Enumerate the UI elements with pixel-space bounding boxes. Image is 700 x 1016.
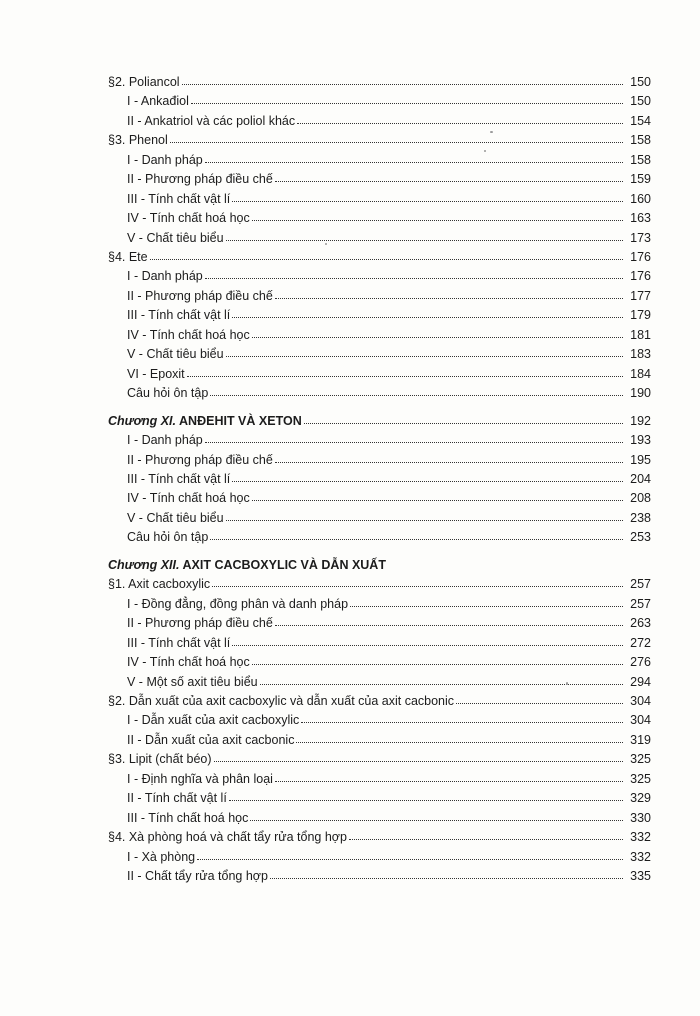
dot-leader xyxy=(214,750,623,762)
scan-speck xyxy=(484,150,486,152)
page-number: 179 xyxy=(630,308,651,322)
chapter-title xyxy=(108,557,386,573)
dot-leader xyxy=(232,634,623,646)
dot-leader xyxy=(212,575,623,587)
subsection-entry xyxy=(127,307,651,323)
dot-leader xyxy=(275,614,623,626)
page-number: 183 xyxy=(630,347,651,361)
dot-leader xyxy=(252,489,623,501)
subsection-entry xyxy=(127,635,651,651)
page-number: 276 xyxy=(630,655,651,669)
subsection-entry xyxy=(127,732,651,748)
entry-label: Câu hỏi ôn tập xyxy=(127,530,209,544)
entry-label: IV - Tính chất hoá học xyxy=(127,491,250,505)
entry-label: §3. Phenol xyxy=(108,133,168,147)
section-entry xyxy=(108,132,651,148)
subsection-entry xyxy=(127,849,651,865)
page-number: 319 xyxy=(630,733,651,747)
page-number: 173 xyxy=(630,231,651,245)
dot-leader xyxy=(252,326,623,338)
entry-label: §2. Poliancol xyxy=(108,75,180,89)
subsection-entry xyxy=(127,868,651,884)
dot-leader xyxy=(170,131,623,143)
dot-leader xyxy=(252,653,623,665)
subsection-entry xyxy=(127,113,651,129)
page-number: 304 xyxy=(630,694,651,708)
page-number: 176 xyxy=(630,250,651,264)
entry-label: Câu hỏi ôn tập xyxy=(127,386,209,400)
subsection-entry xyxy=(127,346,651,362)
page-number: 294 xyxy=(630,675,651,689)
dot-leader xyxy=(275,451,623,463)
subsection-entry xyxy=(127,327,651,343)
entry-label: IV - Tính chất hoá học xyxy=(127,655,250,669)
subsection-entry xyxy=(127,210,651,226)
page-number: 272 xyxy=(630,636,651,650)
dot-leader xyxy=(297,112,623,124)
entry-label: §4. Xà phòng hoá và chất tẩy rửa tổng hợp xyxy=(108,830,347,844)
dot-leader xyxy=(275,170,623,182)
page-number: 329 xyxy=(630,791,651,805)
dot-leader xyxy=(182,73,623,85)
entry-label: V - Chất tiêu biểu xyxy=(127,231,224,245)
dot-leader xyxy=(205,431,623,443)
dot-leader xyxy=(197,848,623,860)
page-number: 150 xyxy=(630,94,651,108)
section-entry xyxy=(108,751,651,767)
page-number: 325 xyxy=(630,752,651,766)
page-number: 257 xyxy=(630,597,651,611)
section-entry xyxy=(108,249,651,265)
scan-speck xyxy=(566,682,568,685)
section-entry xyxy=(108,74,651,90)
page-number: 158 xyxy=(630,133,651,147)
section-entry xyxy=(108,829,651,845)
dot-leader xyxy=(304,412,623,424)
subsection-entry xyxy=(127,152,651,168)
subsection-entry xyxy=(127,471,651,487)
subsection-entry xyxy=(127,93,651,109)
entry-label: V - Chất tiêu biểu xyxy=(127,511,224,525)
page-number: 330 xyxy=(630,811,651,825)
entry-label: II - Tính chất vật lí xyxy=(127,791,227,805)
subsection-entry xyxy=(127,268,651,284)
entry-label: I - Danh pháp xyxy=(127,433,203,447)
entry-label: II - Phương pháp điều chế xyxy=(127,453,273,467)
dot-leader xyxy=(232,306,623,318)
dot-leader xyxy=(250,809,623,821)
subsection-entry xyxy=(127,790,651,806)
page-number: 160 xyxy=(630,192,651,206)
page-number: 193 xyxy=(630,433,651,447)
entry-label: §3. Lipit (chất béo) xyxy=(108,752,212,766)
page-number: 163 xyxy=(630,211,651,225)
dot-leader xyxy=(187,365,623,377)
chapter-title xyxy=(108,413,302,429)
page-number: 195 xyxy=(630,453,651,467)
entry-label: VI - Epoxit xyxy=(127,367,185,381)
page-number: 177 xyxy=(630,289,651,303)
dot-leader xyxy=(350,595,623,607)
subsection-entry xyxy=(127,230,651,246)
page-number: 190 xyxy=(630,386,651,400)
chapter-name: AXIT CACBOXYLIC VÀ DẪN XUẤT xyxy=(179,558,386,572)
dot-leader xyxy=(252,209,623,221)
page-number: 208 xyxy=(630,491,651,505)
entry-label: II - Chất tẩy rửa tổng hợp xyxy=(127,869,268,883)
subsection-entry xyxy=(127,288,651,304)
dot-leader xyxy=(150,248,623,260)
entry-label: I - Đồng đẳng, đồng phân và danh pháp xyxy=(127,597,349,611)
subsection-entry xyxy=(127,810,651,826)
chapter-heading xyxy=(108,557,651,573)
entry-label: §2. Dẫn xuất của axit cacboxylic và dẫn xuất của axit cacbonic xyxy=(108,694,455,708)
page-number: 150 xyxy=(630,75,651,89)
page-number: 325 xyxy=(630,772,651,786)
subsection-entry xyxy=(127,712,651,728)
entry-label: IV - Tính chất hoá học xyxy=(127,211,250,225)
scan-speck xyxy=(490,131,493,133)
page-number: 159 xyxy=(630,172,651,186)
chapter-number: Chương XI. xyxy=(108,414,177,428)
dot-leader xyxy=(229,789,623,801)
entry-label: II - Phương pháp điều chế xyxy=(127,616,273,630)
dot-leader xyxy=(456,692,623,704)
chapter-heading xyxy=(108,413,651,429)
chapter-name: ANĐEHIT VÀ XETON xyxy=(176,414,302,428)
subsection-entry xyxy=(127,452,651,468)
section-entry xyxy=(108,576,651,592)
subsection-entry xyxy=(127,615,651,631)
page-number: 184 xyxy=(630,367,651,381)
entry-label: III - Tính chất vật lí xyxy=(127,636,231,650)
subsection-entry xyxy=(127,366,651,382)
dot-leader xyxy=(232,470,623,482)
entry-label: I - Dẫn xuất của axit cacboxylic xyxy=(127,713,300,727)
dot-leader xyxy=(270,867,623,879)
subsection-entry xyxy=(127,171,651,187)
entry-label: §4. Ete xyxy=(108,250,148,264)
dot-leader xyxy=(260,673,623,685)
dot-leader xyxy=(205,151,623,163)
dot-leader xyxy=(191,92,623,104)
dot-leader xyxy=(301,711,623,723)
page-number: 332 xyxy=(630,830,651,844)
subsection-entry xyxy=(127,596,651,612)
page-number: 181 xyxy=(630,328,651,342)
entry-label: III - Tính chất vật lí xyxy=(127,472,231,486)
dot-leader xyxy=(210,528,623,540)
entry-label: III - Tính chất vật lí xyxy=(127,192,231,206)
entry-label: I - Xà phòng xyxy=(127,850,196,864)
dot-leader xyxy=(226,229,623,241)
dot-leader xyxy=(349,828,623,840)
subsection-entry xyxy=(127,674,651,690)
subsection-entry xyxy=(127,432,651,448)
entry-label: I - Định nghĩa và phân loại xyxy=(127,772,273,786)
page-number: 304 xyxy=(630,713,651,727)
subsection-entry xyxy=(127,490,651,506)
dot-leader xyxy=(210,384,623,396)
page-number: 154 xyxy=(630,114,651,128)
entry-label: II - Phương pháp điều chế xyxy=(127,172,273,186)
subsection-entry xyxy=(127,529,651,545)
page-number: 238 xyxy=(630,511,651,525)
dot-leader xyxy=(205,267,623,279)
subsection-entry xyxy=(127,771,651,787)
entry-label: V - Một số axit tiêu biểu xyxy=(127,675,258,689)
dot-leader xyxy=(296,731,623,743)
scan-speck xyxy=(325,243,327,245)
page-number: 257 xyxy=(630,577,651,591)
dot-leader xyxy=(226,509,623,521)
subsection-entry xyxy=(127,385,651,401)
page-number: 335 xyxy=(630,869,651,883)
entry-label: I - Ankađiol xyxy=(127,94,189,108)
entry-label: II - Dẫn xuất của axit cacbonic xyxy=(127,733,295,747)
subsection-entry xyxy=(127,510,651,526)
page-number: 158 xyxy=(630,153,651,167)
entry-label: §1. Axit cacboxylic xyxy=(108,577,211,591)
dot-leader xyxy=(226,345,623,357)
dot-leader xyxy=(275,287,623,299)
dot-leader xyxy=(275,770,623,782)
chapter-number: Chương XII. xyxy=(108,558,180,572)
subsection-entry xyxy=(127,191,651,207)
page-number: 263 xyxy=(630,616,651,630)
entry-label: II - Ankatriol và các poliol khác xyxy=(127,114,296,128)
entry-label: III - Tính chất hoá học xyxy=(127,811,249,825)
page-number: 192 xyxy=(630,414,651,428)
entry-label: III - Tính chất vật lí xyxy=(127,308,231,322)
section-entry xyxy=(108,693,651,709)
entry-label: V - Chất tiêu biểu xyxy=(127,347,224,361)
entry-label: I - Danh pháp xyxy=(127,153,203,167)
entry-label: I - Danh pháp xyxy=(127,269,203,283)
page-number: 253 xyxy=(630,530,651,544)
dot-leader xyxy=(232,190,623,202)
subsection-entry xyxy=(127,654,651,670)
page-number: 332 xyxy=(630,850,651,864)
entry-label: IV - Tính chất hoá học xyxy=(127,328,250,342)
page-number: 204 xyxy=(630,472,651,486)
entry-label: II - Phương pháp điều chế xyxy=(127,289,273,303)
page-number: 176 xyxy=(630,269,651,283)
